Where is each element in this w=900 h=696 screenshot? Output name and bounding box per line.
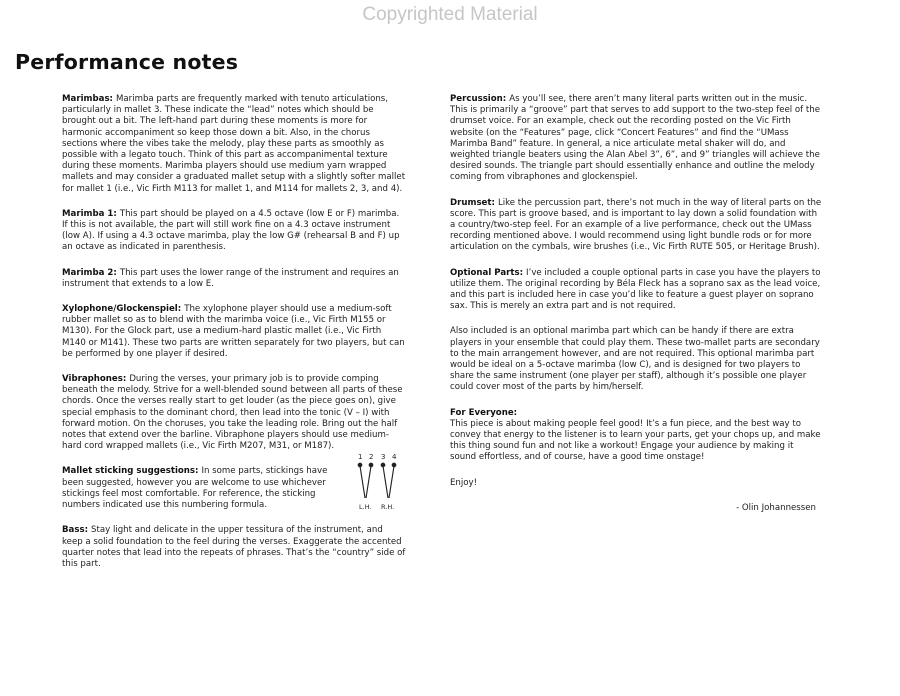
- author-signature: - Olin Johannessen: [736, 502, 816, 513]
- right-column: [450, 94, 822, 528]
- mallet-number-2: 2: [369, 453, 374, 462]
- right-hand-label: R.H.: [381, 503, 395, 512]
- mallet-sticking-section: [62, 453, 406, 525]
- bass-heading: Bass:: [62, 525, 89, 536]
- marimba2-heading: Marimba 2:: [62, 267, 117, 278]
- left-column: [62, 94, 406, 584]
- bass-paragraph: [62, 525, 406, 570]
- left-hand-mallets-icon: [358, 464, 373, 499]
- mallet-number-3: 3: [381, 453, 386, 462]
- xylophone-paragraph: [62, 304, 406, 360]
- marimba2-text: This part uses the lower range of the instrument and requires an instrument that extends to a low E.: [62, 267, 399, 289]
- enjoy-line: Enjoy!: [450, 477, 478, 488]
- for-everyone-heading: For Everyone:: [450, 407, 518, 418]
- mallet-sticking-heading: Mallet sticking suggestions:: [62, 466, 199, 477]
- mallet-number-1: 1: [358, 453, 363, 462]
- optional-parts-text: I’ve included a couple optional parts in case you have the players to utilize them. The original recording by Béla Fleck has a soprano sax as the lead voice, and this part is included here in case you’d like to feature a guest player on soprano sax. This is merely an extra part and is not required.: [450, 267, 821, 312]
- drumset-text: Like the percussion part, there’s not much in the way of literal parts on the score. This part is groove based, and is important to lay down a solid foundation with a country/two-step feel. For an example of a live performance, check out the UMass recording mentioned above. I would recommend using light bundle rods or for more articulation on the cymbals, wire brushes (i.e., Vic Firth RUTE 505, or Heritage Brush).: [450, 197, 822, 253]
- bass-text: Stay light and delicate in the upper tessitura of the instrument, and keep a solid foundation to the feel during the verses. Exaggerate the accented quarter notes that lead into the repeats of phrases. That’s the “country” side of this part.: [62, 525, 406, 569]
- for-everyone-text: This piece is about making people feel good! It’s a fun piece, and the best way to convey that energy to the listener is to learn your parts, get your chops up, and make this thing sound fun and not like a workout! Engage your audience by making it sound effortless, and of course, have a good time onstage!: [450, 418, 821, 463]
- vibraphones-heading: Vibraphones:: [62, 374, 127, 385]
- marimba1-text: This part should be played on a 4.5 octave (low E or F) marimba. If this is not available, the part will still work fine on a 4.3 octave instrument (low A). If using a 4.3 octave marimba, play the low G# (rehearsal B and F) up an octave as indicated in parenthesis.: [62, 208, 400, 253]
- optional-parts-heading: Optional Parts:: [450, 267, 524, 278]
- mallet-sticking-paragraph: [62, 466, 346, 511]
- right-hand-mallets-icon: [381, 464, 396, 499]
- marimba2-paragraph: [62, 268, 406, 290]
- copyright-watermark: Copyrighted Material: [362, 4, 538, 25]
- xylophone-heading: Xylophone/Glockenspiel:: [62, 304, 182, 315]
- marimbas-paragraph: [62, 94, 406, 195]
- drumset-paragraph: [450, 198, 822, 254]
- vibraphones-paragraph: [62, 374, 406, 452]
- percussion-text: As you’ll see, there aren’t many literal parts written out in the music. This is primarily a “groove” part that serves to add support to the two-step feel of the drumset voice. For an example, check out the recording posted on the Vic Firth website (on the “Features” page, click “Concert Features” and find the “UMass Marimba Band” feature. In general, a nice articulate metal shaker will do, and weighted triangle beaters using the Alan Abel 3”, 6”, and 9” triangles will achieve the desired sounds. The triangle part should essentially enhance and outline the melody coming from vibraphones and glockenspiel.: [450, 94, 821, 183]
- marimba1-heading: Marimba 1:: [62, 208, 117, 219]
- optional-parts-paragraph: [450, 268, 822, 313]
- mallet-diagram-svg: [354, 452, 406, 514]
- for-everyone-paragraph: [450, 408, 822, 464]
- optional-marimba-paragraph: Also included is an optional marimba part which can be handy if there are extra players in your ensemble that could play them. These two-mallet parts are secondary to the main arrangement however, and are not required. This optional marimba part would be ideal on a 5-octave marimba (low C), and is designed for two players to share the same instrument (one player per staff), although it’s possible one player could cover most of the parts by him/herself.: [450, 326, 820, 393]
- xylophone-text: The xylophone player should use a medium-soft rubber mallet so as to blend with the marimba voice (i.e., Vic Firth M155 or M130). For the Glock part, use a medium-hard plastic mallet (i.e., Vic Firth M140 or M141). These two parts are written separately for two players, but can be performed by one player if desired.: [62, 304, 405, 359]
- mallet-sticking-text: In some parts, stickings have been suggested, however you are welcome to use whichever stickings feel most comfortable. For reference, the sticking numbers indicated use this numbering formula.: [62, 466, 328, 511]
- mallet-number-4: 4: [392, 453, 397, 462]
- marimbas-heading: Marimbas:: [62, 94, 113, 104]
- mallet-numbering-diagram: [354, 452, 406, 514]
- page-title: Performance notes: [15, 50, 239, 74]
- drumset-heading: Drumset:: [450, 197, 495, 208]
- percussion-heading: Percussion:: [450, 94, 507, 104]
- vibraphones-text: During the verses, your primary job is to provide comping beneath the melody. Strive for a well-blended sound between all parts of these chords. Once the verses really start to get louder (as the piece goes on), give special emphasis to the dominant chord, then lead into the tonic (V – I) with forward motion. On the choruses, you take the leading role. Bring out the half notes that extend over the barline. Vibraphone players should use medium-hard cord wrapped mallets (i.e., Vic Firth M207, M31, or M187).: [62, 374, 403, 452]
- marimbas-text: Marimba parts are frequently marked with tenuto articulations, particularly in mallet 3. These indicate the “lead” notes which should be brought out a bit. The left-hand part during these moments is more for harmonic accompaniment so keep those down a bit. Also, in the chorus sections where the vibes take the melody, play these parts as smoothly as possible with a legato touch. Think of this part as accompanimental texture during these moments. Marimba players should use medium yarn wrapped mallets and may consider a graduated mallet setup with a slightly softer mallet for mallet 1 (i.e., Vic Firth M113 for mallet 1, and M114 for mallets 2, 3, and 4).: [62, 94, 406, 194]
- percussion-paragraph: [450, 94, 822, 184]
- left-hand-label: L.H.: [359, 503, 372, 512]
- marimba1-paragraph: [62, 209, 406, 254]
